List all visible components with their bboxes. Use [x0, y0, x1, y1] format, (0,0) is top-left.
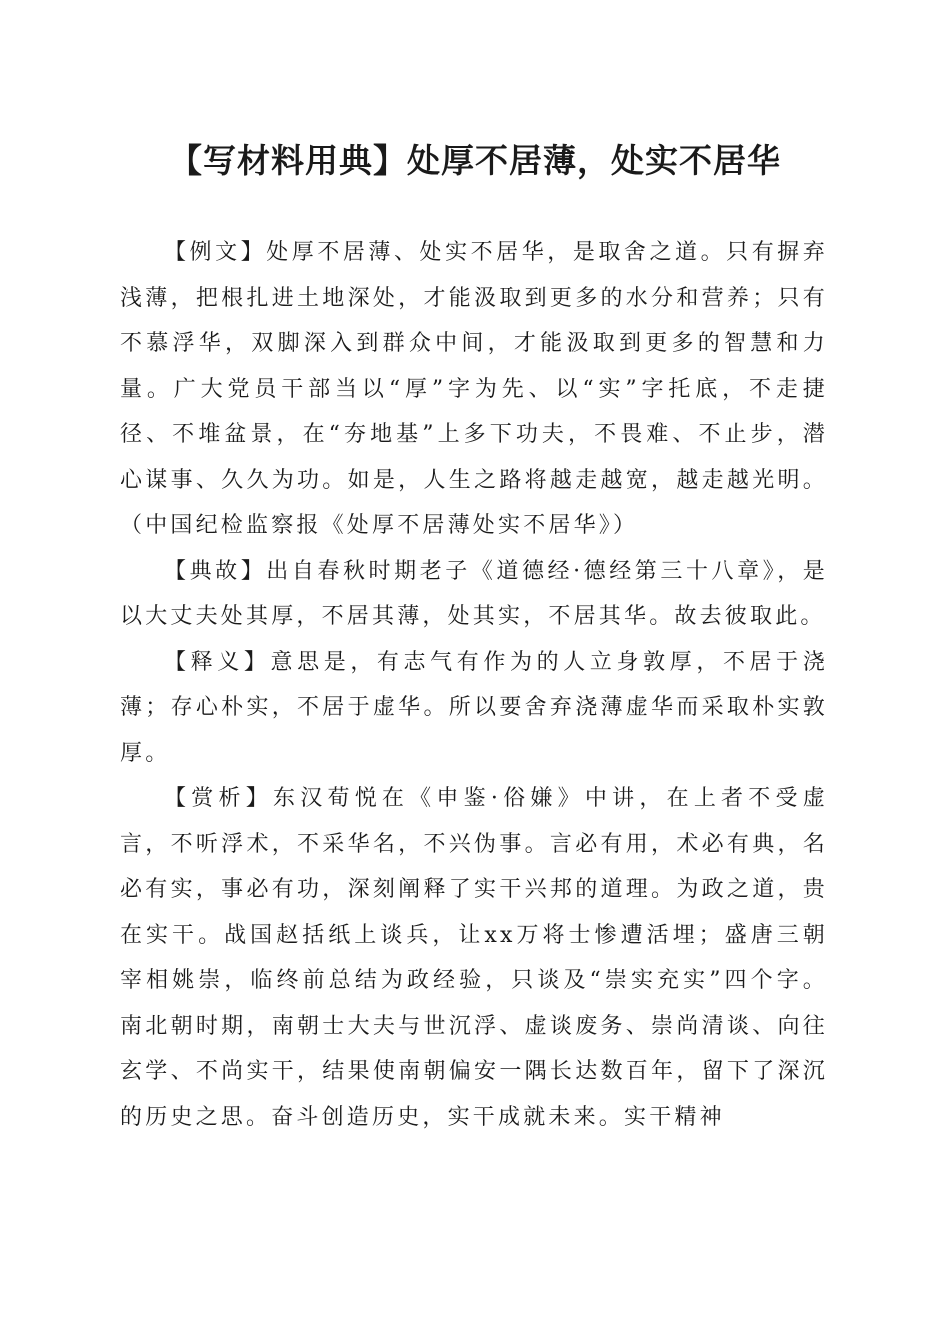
- paragraph-tag: 【赏析】: [164, 786, 273, 811]
- paragraph-tag: 【典故】: [164, 558, 267, 584]
- paragraph-text: 意思是，有志气有作为的人立身敦厚，不居于浇薄；存心朴实，不居于虚华。所以要舍弃浇薄虚华而采取朴实敦厚。: [120, 649, 828, 766]
- document-body: [120, 230, 828, 1140]
- paragraph-appreciation: [120, 776, 828, 1140]
- document-title: 【写材料用典】处厚不居薄，处实不居华: [169, 141, 781, 180]
- paragraph-tag: 【释义】: [164, 649, 271, 675]
- paragraph-tag: 【例文】: [164, 240, 267, 265]
- paragraph-example: [120, 230, 828, 549]
- paragraph-text: 处厚不居薄、处实不居华，是取舍之道。只有摒弃浅薄，把根扎进土地深处，才能汲取到更多的水分和营养；只有不慕浮华，双脚深入到群众中间，才能汲取到更多的智慧和力量。广大党员干部当以“厚”字为先、以“实”字托底，不走捷径、不堆盆景，在“夯地基”上多下功夫，不畏难、不止步，潜心谋事、久久为功。如是，人生之路将越走越宽，越走越光明。（中国纪检监察报《处厚不居薄处实不居华》）: [120, 240, 828, 538]
- paragraph-allusion: [120, 549, 828, 640]
- paragraph-text: 东汉荀悦在《申鉴·俗嫌》中讲，在上者不受虚言，不听浮术，不采华名，不兴伪事。言必有用，术必有典，名必有实，事必有功，深刻阐释了实干兴邦的道理。为政之道，贵在实干。战国赵括纸上谈兵，让xx万将士惨遭活埋；盛唐三朝宰相姚崇，临终前总结为政经验，只谈及“崇实充实”四个字。南北朝时期，南朝士大夫与世沉浮、虚谈废务、崇尚清谈、向往玄学、不尚实干，结果使南朝偏安一隅长达数百年，留下了深沉的历史之思。奋斗创造历史，实干成就未来。实干精神: [120, 786, 828, 1130]
- paragraph-text: 出自春秋时期老子《道德经·德经第三十八章》，是以大丈夫处其厚，不居其薄，处其实，不居其华。故去彼取此。: [120, 558, 828, 629]
- paragraph-meaning: [120, 640, 828, 777]
